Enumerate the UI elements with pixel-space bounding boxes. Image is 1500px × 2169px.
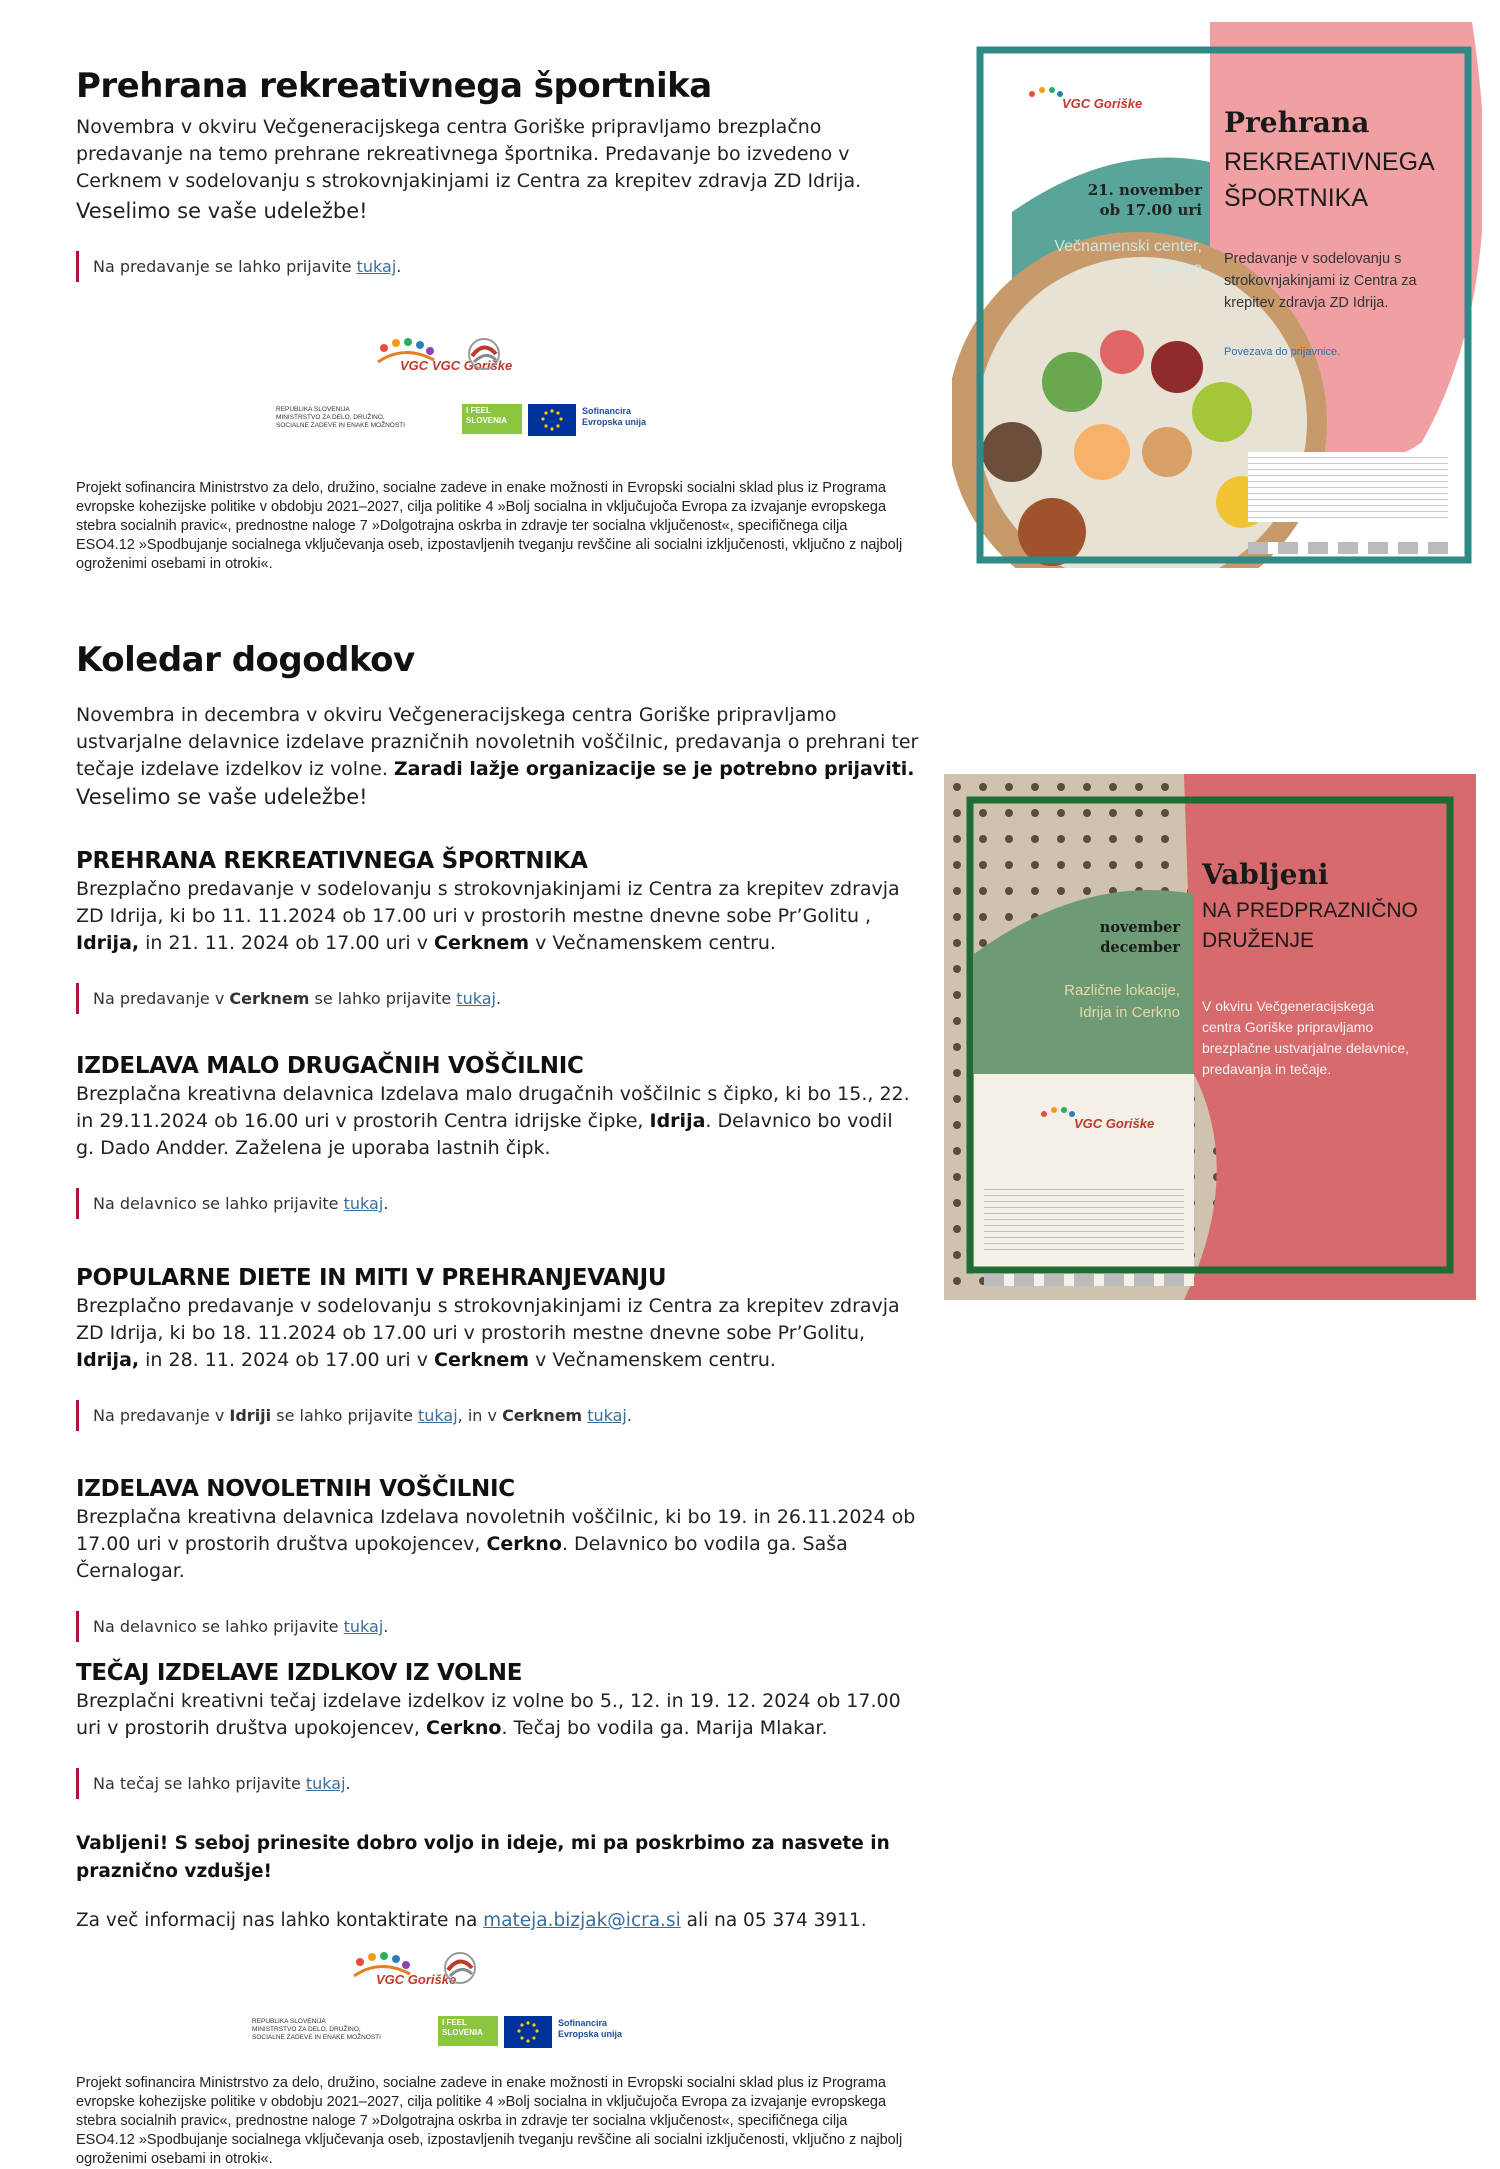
- poster2-location: Različne lokacije, Idrija in Cerkno: [1064, 982, 1180, 1021]
- section1-title: Prehrana rekreativnega športnika: [76, 66, 712, 106]
- poster1-desc: Predavanje v sodelovanju s strokovnjakinjami iz Centra za krepitev zdravja ZD Idrija.: [1224, 251, 1417, 311]
- event5-title: TEČAJ IZDELAVE IZDLKOV IZ VOLNE: [76, 1660, 523, 1686]
- section2-greeting: Veselimo se vaše udeležbe!: [76, 785, 368, 809]
- poster1-vgc-icon: [1022, 84, 1152, 124]
- event3-desc: Brezplačno predavanje v sodelovanju s strokovnjakinjami iz Centra za krepitev zdravja ZD Idrija, ki bo 18. 11.2024 ob 17.00 uri v prostorih mestne dnevne sobe Pr’Golitu, Idrija, in 28. 11. 2024 ob 17.00 uri v Cerknem v Večnamenskem centru.: [76, 1295, 900, 1371]
- logos-block-2: [246, 1944, 666, 2064]
- section1-greeting: Veselimo se vaše udeležbe!: [76, 199, 368, 223]
- event4-title: IZDELAVA NOVOLETNIH VOŠČILNIC: [76, 1476, 515, 1502]
- svg-text:VGC Goriške: VGC Goriške: [1074, 1116, 1155, 1131]
- event1-signup-link[interactable]: tukaj: [456, 989, 496, 1008]
- event-novoletne: [76, 1476, 916, 1642]
- signup-link[interactable]: tukaj: [356, 257, 397, 276]
- event3-signup-link-idrija[interactable]: tukaj: [418, 1406, 458, 1425]
- event5-callout: Na tečaj se lahko prijavite tukaj.: [76, 1768, 916, 1799]
- callout-text: Na predavanje se lahko prijavite: [93, 257, 357, 276]
- event3-signup-link-cerkno[interactable]: tukaj: [587, 1406, 627, 1425]
- event2-signup-link[interactable]: tukaj: [343, 1194, 384, 1213]
- event1-title: PREHRANA REKREATIVNEGA ŠPORTNIKA: [76, 848, 588, 874]
- poster2-title-bottom: NA PREDPRAZNIČNO DRUŽENJE: [1202, 899, 1418, 952]
- ifeel-slovenia-logo-2: I FEEL SLOVENIA: [438, 2016, 498, 2046]
- poster1-date: 21. november ob 17.00 uri: [1087, 181, 1202, 219]
- event4-desc: Brezplačna kreativna delavnica Izdelava novoletnih voščilnic, ki bo 19. in 26.11.2024 ob 17.00 uri v prostorih društva upokojencev, Cerkno. Delavnico bo vodila ga. Saša Černalogar.: [76, 1506, 916, 1582]
- poster1-title-bottom: REKREATIVNEGA ŠPORTNIKA: [1224, 148, 1435, 212]
- event1-desc: Brezplačno predavanje v sodelovanju s strokovnjakinjami iz Centra za krepitev zdravja ZD Idrija, ki bo 11. 11.2024 ob 17.00 uri v prostorih mestne dnevne sobe Pr’Golitu , Idrija, in 21. 11. 2024 ob 17.00 uri v Cerknem v Večnamenskem centru.: [76, 878, 900, 954]
- poster-prehrana: [952, 22, 1482, 568]
- section1-intro: Novembra v okviru Večgeneracijskega centra Goriške pripravljamo brezplačno predavanje na temo prehrane rekreativnega športnika. Predavanje bo izvedeno v Cerknem v sodelovanju s strokovnjakinjami iz Centra za krepitev zdravja ZD Idrija.: [76, 116, 862, 192]
- agency-logo: [466, 336, 546, 386]
- poster2-brand: [1034, 1104, 1174, 1148]
- event1-callout: Na predavanje v Cerknem se lahko prijavite tukaj.: [76, 983, 916, 1014]
- section-prehrana: [76, 66, 916, 282]
- eu-flag-icon-2: [504, 2016, 552, 2048]
- event-voscilnice: [76, 1053, 916, 1219]
- agency-logo-2: [442, 1950, 522, 2000]
- ministry-logo-2: REPUBLIKA SLOVENIJA MINISTRSTVO ZA DELO, DRUŽINO, SOCIALNE ZADEVE IN ENAKE MOŽNOSTI: [252, 2018, 381, 2041]
- event5-desc: Brezplačni kreativni tečaj izdelave izdelkov iz volne bo 5., 12. in 19. 12. 2024 ob 17.00 uri v prostorih društva upokojencev, Cerkno. Tečaj bo vodila ga. Marija Mlakar.: [76, 1690, 901, 1739]
- event-volna: [76, 1660, 916, 1799]
- eu-cofinanced-label: Sofinancira Evropska unija: [582, 406, 647, 427]
- section2-intro: Novembra in decembra v okviru Večgeneracijskega centra Goriške pripravljamo ustvarjalne delavnice izdelave prazničnih novoletnih voščilnic, predavanja o prehrani ter tečaje izdelave izdelkov iz volne. Zaradi lažje organizacije se je potrebno prijaviti.: [76, 704, 919, 780]
- event2-callout: Na delavnico se lahko prijavite tukaj.: [76, 1188, 916, 1219]
- poster2-desc: V okviru Večgeneracijskega centra Goriške pripravljamo brezplačne ustvarjalne delavnice, predavanja in tečaje.: [1202, 998, 1410, 1077]
- event3-title: POPULARNE DIETE IN MITI V PREHRANJEVANJU: [76, 1265, 667, 1291]
- section1-callout: Na predavanje se lahko prijavite tukaj.: [76, 251, 916, 282]
- ifeel-slovenia-logo: I FEEL SLOVENIA: [462, 404, 522, 434]
- poster2-logo-strip: [984, 1274, 1194, 1286]
- event4-signup-link[interactable]: tukaj: [343, 1617, 384, 1636]
- svg-text:VGC Goriške: VGC Goriške: [376, 1972, 457, 1987]
- logos-block-1: [270, 330, 690, 450]
- poster1-link[interactable]: Povezava do prijavnice.: [1224, 346, 1341, 358]
- closing-contact: Za več informacij nas lahko kontaktirate na mateja.bizjak@icra.si ali na 05 374 3911.: [76, 1910, 867, 1931]
- section1-funding: Projekt sofinancira Ministrstvo za delo, družino, socialne zadeve in enake možnosti in Evropski socialni sklad plus iz Programa evropske kohezijske politike v obdobju 2021–2027, cilja politike 4 »Bolj socialna in vključujoča Evropa za izvajanje evropskega stebra socialnih pravic«, prednostne naloge 7 »Dolgotrajna oskrba in zdravje ter socialna vključenost«, specifičnega cilja ESO4.12 »Spodbujanje socialnega vključevanja oseb, izpostavljenih tveganju revščine ali socialni izključenosti, vključno z najbolj ogroženimi osebami in otroki«.: [76, 480, 903, 572]
- contact-email-link[interactable]: mateja.bizjak@icra.si: [483, 1910, 681, 1931]
- section2-title: Koledar dogodkov: [76, 640, 415, 680]
- eu-cofinanced-label-2: Sofinancira Evropska unija: [558, 2018, 623, 2039]
- signup-required-note: Zaradi lažje organizacije se je potrebno prijaviti.: [393, 758, 915, 780]
- ministry-logo: REPUBLIKA SLOVENIJA MINISTRSTVO ZA DELO, DRUŽINO, SOCIALNE ZADEVE IN ENAKE MOŽNOSTI: [276, 406, 405, 429]
- event-diete: [76, 1265, 916, 1431]
- poster2-date: november december: [1099, 919, 1180, 956]
- poster1-brand: [1022, 84, 1152, 128]
- poster-vabljeni: [944, 774, 1476, 1300]
- swirl-icon: [466, 336, 502, 372]
- event4-callout: Na delavnico se lahko prijavite tukaj.: [76, 1611, 916, 1642]
- swirl-icon-2: [442, 1950, 478, 1986]
- poster2-title-top: Vabljeni: [1202, 858, 1329, 891]
- event5-signup-link[interactable]: tukaj: [305, 1774, 346, 1793]
- event2-desc: Brezplačna kreativna delavnica Izdelava malo drugačnih voščilnic s čipko, ki bo 15., 22. in 29.11.2024 ob 16.00 uri v prostorih Centra idrijske čipke, Idrija. Delavnico bo vodil g. Dado Andder. Zaželena je uporaba lastnih čipk.: [76, 1083, 910, 1159]
- eu-flag-icon: [528, 404, 576, 436]
- event2-title: IZDELAVA MALO DRUGAČNIH VOŠČILNIC: [76, 1053, 584, 1079]
- svg-text:VGC Goriške: VGC Goriške: [1062, 96, 1143, 111]
- poster2-fineprint: [984, 1184, 1184, 1254]
- event-prehrana: [76, 848, 916, 1014]
- closing-invite: Vabljeni! S seboj prinesite dobro voljo in ideje, mi pa poskrbimo za nasvete in praznično vzdušje!: [76, 1833, 890, 1882]
- poster2-vgc-icon: [1034, 1104, 1174, 1144]
- poster1-logo-strip: [1248, 542, 1458, 554]
- section-koledar: [76, 640, 926, 811]
- poster1-location: Večnamenski center, Cerkno: [1054, 238, 1202, 277]
- poster1-fineprint: [1248, 452, 1448, 522]
- closing-funding: Projekt sofinancira Ministrstvo za delo, družino, socialne zadeve in enake možnosti in Evropski socialni sklad plus iz Programa evropske kohezijske politike v obdobju 2021–2027, cilja politike 4 »Bolj socialna in vključujoča Evropa za izvajanje evropskega stebra socialnih pravic«, prednostne naloge 7 »Dolgotrajna oskrba in zdravje ter socialna vključenost«, specifičnega cilja ESO4.12 »Spodbujanje socialnega vključevanja oseb, izpostavljenih tveganju revščine ali socialni izključenosti, vključno z najbolj ogroženimi osebami in otroki«.: [76, 2075, 903, 2167]
- poster1-title-top: Prehrana: [1224, 106, 1370, 139]
- vgc-logo-text: VGC Goriške: [432, 358, 513, 373]
- event3-callout: Na predavanje v Idriji se lahko prijavite tukaj, in v Cerknem tukaj.: [76, 1400, 916, 1431]
- svg-text:VGC: VGC: [400, 358, 429, 373]
